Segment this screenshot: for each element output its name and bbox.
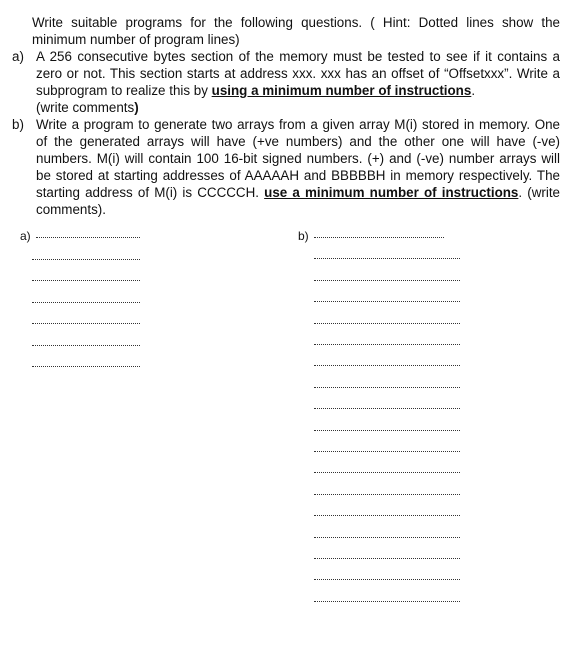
question-b-emphasis: use a minimum number of instructions <box>264 185 519 200</box>
answer-b-line[interactable] <box>314 323 460 324</box>
instructions-intro: Write suitable programs for the following questions. ( Hint: Dotted lines show the minimum number of program lines) <box>32 15 560 47</box>
question-a-text: A 256 consecutive bytes section of the memory must be tested to see if it contains a zero or not. This section starts at address xxx. xxx has an offset of “Offsetxxx”. Write a subprogram to realize this by <box>36 49 560 98</box>
answer-b-label: b) <box>298 229 309 243</box>
answer-b-line[interactable] <box>314 408 460 409</box>
answer-a-line[interactable] <box>32 280 140 281</box>
answer-a-line[interactable] <box>32 302 140 303</box>
answer-a-line[interactable] <box>32 366 140 367</box>
answer-b-line[interactable] <box>314 301 460 302</box>
answer-b-line[interactable] <box>314 280 460 281</box>
answer-a-line[interactable] <box>32 323 140 324</box>
question-a-note: (write comments <box>36 100 135 115</box>
question-b-body <box>36 116 560 218</box>
answer-a-line[interactable] <box>32 345 140 346</box>
answer-b-line[interactable] <box>314 387 460 388</box>
answer-b-line[interactable] <box>314 537 460 538</box>
answer-a-label: a) <box>20 229 31 243</box>
question-b-marker: b) <box>12 117 24 132</box>
answer-b-line[interactable] <box>314 365 460 366</box>
answer-b-line[interactable] <box>314 258 460 259</box>
question-b-text: Write a program to generate two arrays from a given array M(i) stored in memory. One of the generated arrays will have (+ve numbers) and the other one will have (-ve) numbers. M(i) will contain 100 16-bit signed numbers. (+) and (-ve) number arrays will be stored at starting addresses of AAAAAH and BBBBBH in memory respectively. The starting address of M(i) is CCCCCH. <box>36 117 560 200</box>
question-b <box>12 116 560 218</box>
question-b-text-end: . (write comments). <box>36 185 560 217</box>
answer-b-line[interactable] <box>314 601 460 602</box>
answer-a-line[interactable] <box>32 259 140 260</box>
question-a <box>12 48 560 116</box>
question-a-emphasis: using a minimum number of instructions <box>211 83 472 98</box>
question-a-marker: a) <box>12 49 24 64</box>
answer-b-line[interactable] <box>314 515 460 516</box>
answer-b-line[interactable] <box>314 472 460 473</box>
answer-b-line[interactable] <box>314 344 460 345</box>
question-a-body <box>36 48 560 116</box>
question-a-text-end: . <box>471 83 476 98</box>
answer-b-line[interactable] <box>314 237 444 238</box>
answer-b-line[interactable] <box>314 494 460 495</box>
answer-b-line[interactable] <box>314 451 460 452</box>
question-a-note-end: ) <box>134 100 139 115</box>
answer-a-line[interactable] <box>36 237 140 238</box>
answer-b-line[interactable] <box>314 558 460 559</box>
answer-b-line[interactable] <box>314 430 460 431</box>
answer-b-line[interactable] <box>314 579 460 580</box>
